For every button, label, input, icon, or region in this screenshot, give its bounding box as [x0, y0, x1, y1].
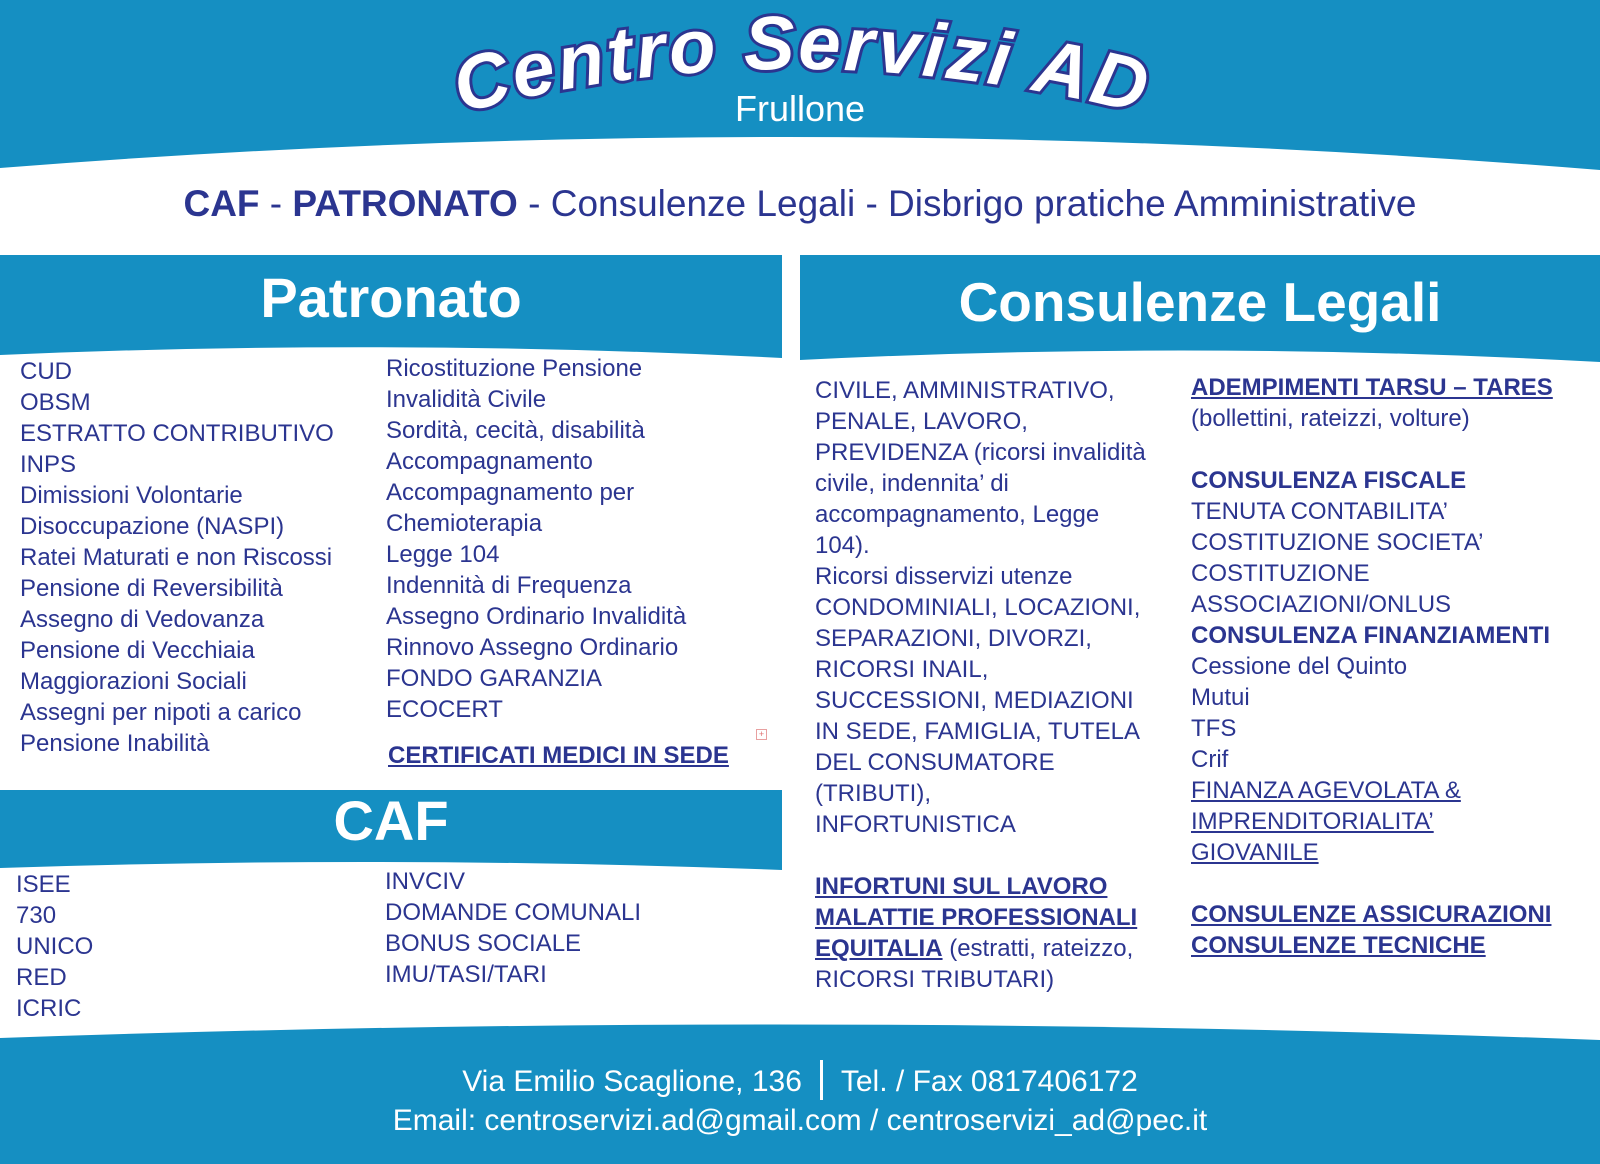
list-item: Indennità di Frequenza — [386, 572, 632, 599]
list-item: Ricostituzione Pensione — [386, 355, 643, 382]
list-item: Crif — [1191, 746, 1229, 773]
list-item: Assegno Ordinario Invalidità — [386, 603, 687, 630]
list-item: IN SEDE, FAMIGLIA, TUTELA — [815, 718, 1140, 745]
adempimenti-tarsu: ADEMPIMENTI TARSU – TARES — [1191, 374, 1553, 401]
list-item: IMPRENDITORIALITA’ — [1191, 808, 1434, 835]
divider — [820, 1060, 823, 1100]
list-item: Legge 104 — [386, 541, 500, 568]
caf-list-1 — [16, 869, 93, 1024]
list-item: Cessione del Quinto — [1191, 653, 1408, 680]
list-item: Mutui — [1191, 684, 1250, 711]
list-item: Pensione di Reversibilità — [20, 575, 283, 602]
list-item: DEL CONSUMATORE — [815, 749, 1055, 776]
list-item: 730 — [16, 902, 57, 929]
caf-title: CAF — [333, 789, 449, 852]
list-item: COSTITUZIONE — [1191, 560, 1370, 587]
list-item: Invalidità Civile — [386, 386, 547, 413]
patronato-list-2 — [386, 353, 686, 725]
list-item: Maggiorazioni Sociali — [20, 668, 247, 695]
malattie-professionali: MALATTIE PROFESSIONALI — [815, 904, 1138, 931]
patronato-title: Patronato — [260, 266, 522, 329]
legali-title: Consulenze Legali — [958, 271, 1442, 333]
footer-contacts — [0, 1063, 1600, 1103]
list-item: CIVILE, AMMINISTRATIVO, — [815, 377, 1115, 404]
list-item: UNICO — [16, 933, 94, 960]
equitalia: EQUITALIA — [815, 935, 943, 962]
list-item: PREVIDENZA (ricorsi invalidità — [815, 439, 1146, 466]
list-item: accompagnamento, Legge — [815, 501, 1100, 528]
list-item: SUCCESSIONI, MEDIAZIONI — [815, 687, 1134, 714]
tagline — [0, 183, 1600, 225]
list-item: ECOCERT — [386, 696, 503, 723]
tagline-rest: - Consulenze Legali - Disbrigo pratiche Amministrative — [517, 183, 1417, 224]
infortuni-lavoro: INFORTUNI SUL LAVORO — [815, 873, 1108, 900]
list-item: Ratei Maturati e non Riscossi — [20, 544, 333, 571]
tagline-caf: CAF — [183, 183, 260, 224]
logo-subtitle: Frullone — [734, 88, 866, 129]
list-item: (TRIBUTI), — [815, 780, 931, 807]
list-item: PENALE, LAVORO, — [815, 408, 1028, 435]
certificati-medici-highlight: CERTIFICATI MEDICI IN SEDE — [388, 742, 729, 769]
list-item: RED — [16, 964, 67, 991]
tagline-patronato: PATRONATO — [292, 183, 518, 224]
list-item: FINANZA AGEVOLATA & — [1191, 777, 1461, 804]
list-item: RICORSI INAIL, — [815, 656, 989, 683]
list-item: IMU/TASI/TARI — [385, 961, 547, 988]
list-item: TENUTA CONTABILITA’ — [1191, 498, 1448, 525]
list-item: ISEE — [16, 871, 71, 898]
ricorsi-tributari: RICORSI TRIBUTARI) — [815, 966, 1055, 993]
equitalia-line — [815, 933, 1146, 964]
list-item: Disoccupazione (NASPI) — [20, 513, 285, 540]
list-item: Dimissioni Volontarie — [20, 482, 243, 509]
expand-icon: + — [756, 729, 767, 740]
patronato-list-1 — [20, 356, 334, 759]
finanziamenti-items — [1191, 651, 1553, 775]
list-item: INPS — [20, 451, 77, 478]
list-item: Ricorsi disservizi utenze — [815, 563, 1073, 590]
legali-list-1 — [815, 375, 1146, 995]
list-item: DOMANDE COMUNALI — [385, 899, 642, 926]
list-item: civile, indennita’ di — [815, 470, 1009, 497]
caf-list-2 — [385, 866, 641, 990]
list-item: Pensione Inabilità — [20, 730, 210, 757]
tarsu-detail: (bollettini, rateizzi, volture) — [1191, 405, 1470, 432]
list-item: Accompagnamento per — [386, 479, 635, 506]
list-item: Assegni per nipoti a carico — [20, 699, 302, 726]
consulenze-assicurazioni: CONSULENZE ASSICURAZIONI — [1191, 901, 1552, 928]
list-item: Assegno di Vedovanza — [20, 606, 265, 633]
list-item: ICRIC — [16, 995, 82, 1022]
footer-email: Email: centroservizi.ad@gmail.com / centroservizi_ad@pec.it — [392, 1104, 1208, 1137]
consulenze-tecniche: CONSULENZE TECNICHE — [1191, 932, 1486, 959]
equitalia-detail: (estratti, rateizzo, — [942, 935, 1134, 962]
consulenza-finanziamenti: CONSULENZA FINANZIAMENTI — [1191, 622, 1551, 649]
list-item: TFS — [1191, 715, 1237, 742]
consulenza-fiscale: CONSULENZA FISCALE — [1191, 467, 1467, 494]
finanza-agevolata — [1191, 775, 1553, 868]
address: Via Emilio Scaglione, 136 — [462, 1064, 802, 1098]
logo-text: Centro Servizi AD — [444, 0, 1159, 131]
tagline-sep: - — [259, 183, 293, 224]
legali-areas — [815, 375, 1146, 840]
fiscale-items — [1191, 496, 1553, 620]
list-item: Rinnovo Assegno Ordinario — [386, 634, 679, 661]
list-item: OBSM — [20, 389, 91, 416]
list-item: CUD — [20, 358, 72, 385]
list-item: SEPARAZIONI, DIVORZI, — [815, 625, 1092, 652]
list-item: GIOVANILE — [1191, 839, 1319, 866]
legali-list-2 — [1191, 372, 1553, 961]
list-item: CONDOMINIALI, LOCAZIONI, — [815, 594, 1141, 621]
list-item: FONDO GARANZIA — [386, 665, 603, 692]
list-item: Sordità, cecità, disabilità — [386, 417, 645, 444]
list-item: Accompagnamento — [386, 448, 593, 475]
list-item: BONUS SOCIALE — [385, 930, 582, 957]
list-item: Chemioterapia — [386, 510, 543, 537]
list-item: COSTITUZIONE SOCIETA’ — [1191, 529, 1484, 556]
list-item: INVCIV — [385, 868, 466, 895]
list-item: 104). — [815, 532, 870, 559]
phone: Tel. / Fax 0817406172 — [840, 1064, 1138, 1098]
list-item: ESTRATTO CONTRIBUTIVO — [20, 420, 334, 447]
list-item: Pensione di Vecchiaia — [20, 637, 255, 664]
list-item: INFORTUNISTICA — [815, 811, 1016, 838]
list-item: ASSOCIAZIONI/ONLUS — [1191, 591, 1452, 618]
